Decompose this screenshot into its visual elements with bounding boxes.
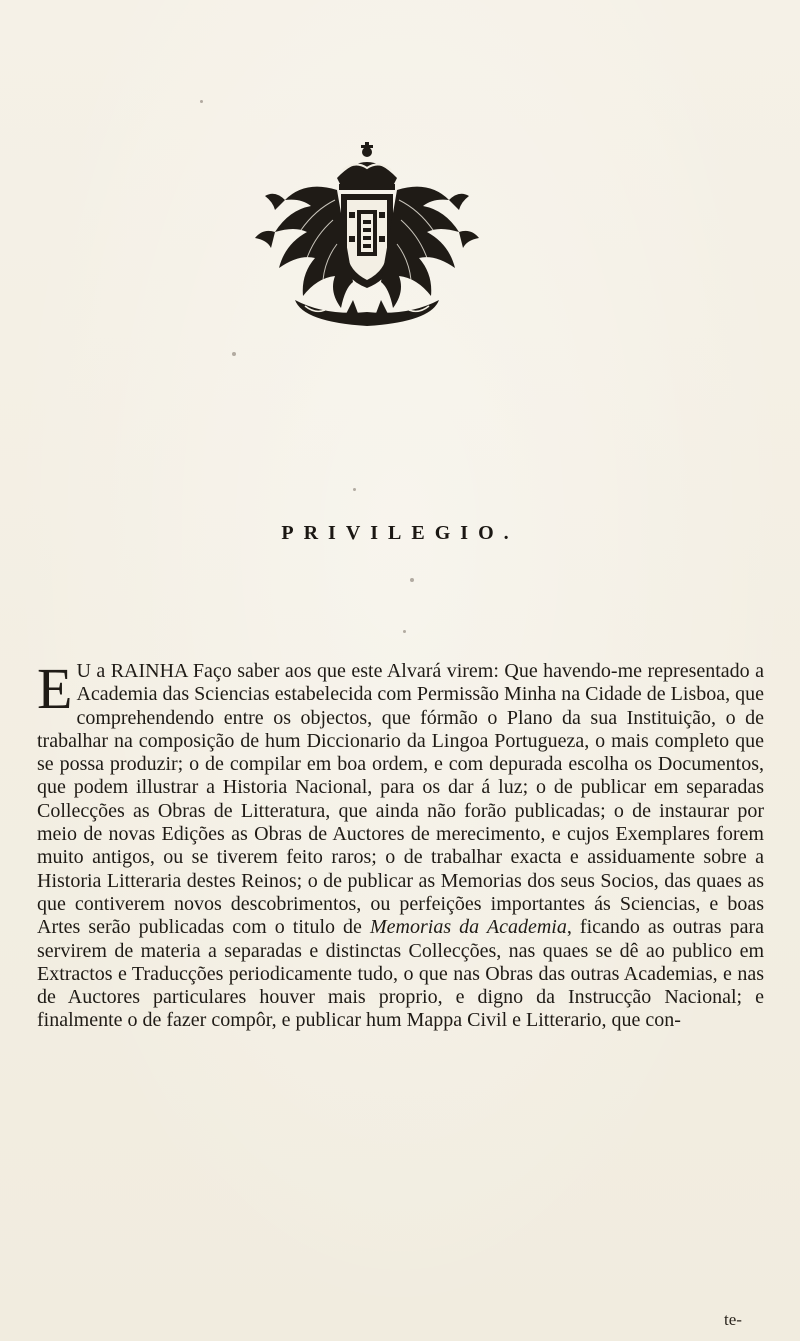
privilege-text <box>37 656 765 1033</box>
paper-speck <box>200 100 203 103</box>
paper-speck <box>232 352 236 356</box>
paper-speck <box>410 578 414 582</box>
royal-seal-icon <box>245 140 490 330</box>
paragraph-end: , ficando as outras para servirem de materia a separadas e distinctas Collecções, nas quaes se dê ao publico em Extractos e Traducções periodicamente tudo, o que nas Obras das outras Academias, e nas de Auctores particulares houver mais proprio, e digno da Instrucção Nacional; e finalmente o de fazer compôr, e publicar hum Mappa Civil e Litterario, que con- <box>37 916 765 1032</box>
paragraph-body: Faço saber aos que este Alvará virem: Que havendo-me representado a Academia das Sciencias estabelecida com Permissão Minha na Cidade de Lisboa, que comprehendendo entre os objectos, que fórmão o Plano da sua Instituição, o de trabalhar na composição de hum Diccionario da Lingoa Portugueza, o mais completo que se possa produzir; o de compilar em boa ordem, e com depurada escolha os Documentos, que podem illustrar a Historia Nacional, para os dar á luz; o de publicar em separadas Collecções as Obras de Litteratura, que ainda não forão publicadas; o de instaurar por meio de novas Edições as Obras de Auctores de merecimento, e cujos Exemplares forem muito antigos, ou se tiverem feito raros; o de trabalhar exacta e assiduamente sobre a Historia Litteraria destes Reinos; o de publicar as Memorias dos seus Socios, das quaes as que contiverem novos descobrimentos, ou perfeições importantes ás Sciencias, e boas Artes serão publicadas com o titulo de <box>37 660 765 939</box>
italic-title: Memorias da Academia <box>370 916 567 939</box>
paper-speck <box>353 488 356 491</box>
drop-cap: E <box>37 656 73 721</box>
catchword: te- <box>724 1310 742 1329</box>
paper-speck <box>403 630 406 633</box>
page-title: PRIVILEGIO. <box>281 522 519 544</box>
opening-words: U a RAINHA <box>76 660 188 682</box>
